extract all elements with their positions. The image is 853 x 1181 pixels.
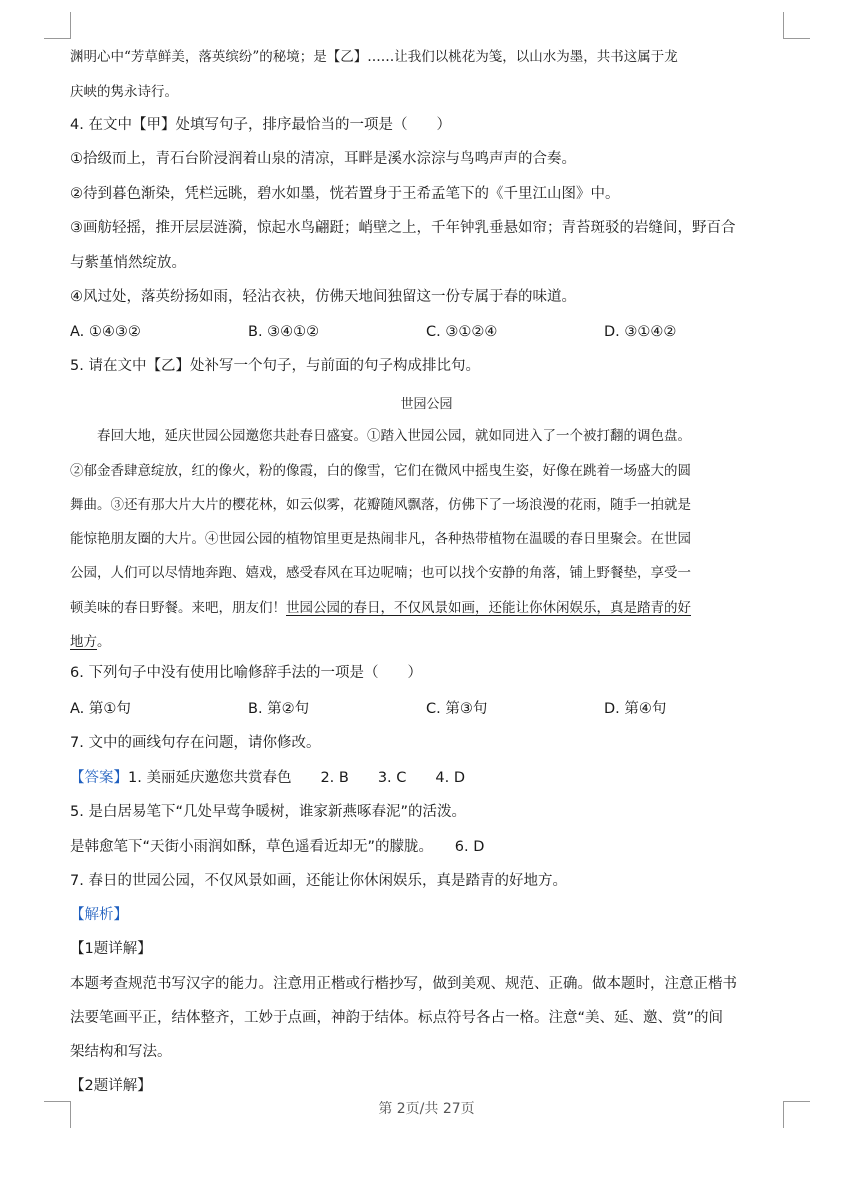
answer-line: 是韩愈笔下“天街小雨润如酥，草色遥看近却无”的朦胧。 6. D xyxy=(70,839,485,855)
q4-sentence-3-cont: 与紫堇悄然绽放。 xyxy=(70,255,186,271)
answer-label: 【答案】 xyxy=(70,770,128,786)
q4-sentence-2: ②待到暮色渐染，凭栏远眺，碧水如墨，恍若置身于王希孟笔下的《千里江山图》中。 xyxy=(70,186,620,202)
analysis-line: 架结构和写法。 xyxy=(70,1044,172,1060)
intro-line: 庆峡的隽永诗行。 xyxy=(70,84,178,100)
q4-stem: 4. 在文中【甲】处填写句子，排序最恰当的一项是（ ） xyxy=(70,117,451,133)
underlined-sentence: 世园公园的春日，不仅风景如画，还能让你休闲娱乐，真是踏青的好 xyxy=(286,600,691,616)
q4-option-b: B. ③④①② xyxy=(248,324,320,340)
q6-option-d: D. 第④句 xyxy=(604,701,667,717)
q6-option-b: B. 第②句 xyxy=(248,701,310,717)
q6-stem: 6. 下列句子中没有使用比喻修辞手法的一项是（ ） xyxy=(70,665,422,681)
intro-line: 渊明心中“芳草鲜美，落英缤纷”的秘境；是【乙】……让我们以桃花为笺，以山水为墨，共书这属于龙 xyxy=(70,49,678,65)
q6-options xyxy=(70,699,782,719)
q7-stem: 7. 文中的画线句存在问题，请你修改。 xyxy=(70,735,321,751)
passage-line: 春回大地，延庆世园公园邀您共赴春日盛宴。①踏入世园公园，就如同进入了一个被打翻的调色盘。 xyxy=(70,428,691,444)
passage-line: 公园，人们可以尽情地奔跑、嬉戏，感受春风在耳边呢喃；也可以找个安静的角落，铺上野餐垫，享受一 xyxy=(70,565,691,581)
q4-option-d: D. ③①④② xyxy=(604,324,677,340)
passage-title: 世园公园 xyxy=(400,397,453,412)
q6-option-c: C. 第③句 xyxy=(426,701,488,717)
answer-line: 5. 是白居易笔下“几处早莺争暖树，谁家新燕啄春泥”的活泼。 xyxy=(70,804,466,820)
page-footer: 第 2页/共 27页 xyxy=(378,1101,475,1117)
q4-option-a: A. ①④③② xyxy=(70,324,141,340)
crop-mark-top-left xyxy=(44,12,71,39)
passage-line: 舞曲。③还有那大片大片的樱花林，如云似雾，花瓣随风飘落，仿佛下了一场浪漫的花雨，随手一拍就是 xyxy=(70,497,691,513)
q1-detail-heading: 【1题详解】 xyxy=(70,941,152,957)
passage-line: 能惊艳朋友圈的大片。④世园公园的植物馆里更是热闹非凡，各种热带植物在温暖的春日里聚会。在世园 xyxy=(70,531,691,547)
passage-line xyxy=(70,598,691,618)
q4-option-c: C. ③①②④ xyxy=(426,324,498,340)
analysis-label: 【解析】 xyxy=(70,907,128,923)
q5-stem: 5. 请在文中【乙】处补写一个句子，与前面的句子构成排比句。 xyxy=(70,358,480,374)
crop-mark-top-right xyxy=(783,12,810,39)
passage-line xyxy=(70,632,111,652)
q4-sentence-1: ①拾级而上，青石台阶浸润着山泉的清凉，耳畔是溪水淙淙与鸟鸣声声的合奏。 xyxy=(70,151,576,167)
analysis-line: 本题考查规范书写汉字的能力。注意用正楷或行楷抄写，做到美观、规范、正确。做本题时，注意正楷书 xyxy=(70,976,737,992)
analysis-line: 法要笔画平正，结体整齐，工妙于点画，神韵于结体。标点符号各占一格。注意“美、延、邀、赏”的间 xyxy=(70,1010,724,1026)
q2-detail-heading: 【2题详解】 xyxy=(70,1078,152,1094)
q4-options xyxy=(70,322,782,342)
q6-option-a: A. 第①句 xyxy=(70,701,131,717)
answer-text: 1. 美丽延庆邀您共赏春色 2. B 3. C 4. D xyxy=(128,770,466,786)
passage-line-text: 。 xyxy=(97,634,111,650)
answer-line xyxy=(70,768,465,788)
q4-sentence-3: ③画舫轻摇，推开层层涟漪，惊起水鸟翩跹；峭壁之上，千年钟乳垂悬如帘；青苔斑驳的岩缝间，野百合 xyxy=(70,220,736,236)
answer-line: 7. 春日的世园公园，不仅风景如画，还能让你休闲娱乐，真是踏青的好地方。 xyxy=(70,873,567,889)
underlined-sentence-end: 地方 xyxy=(70,634,97,650)
passage-line-text: 顿美味的春日野餐。来吧，朋友们！ xyxy=(70,600,286,616)
q4-sentence-4: ④风过处，落英纷扬如雨，轻沾衣袂，仿佛天地间独留这一份专属于春的味道。 xyxy=(70,289,576,305)
passage-line: ②郁金香肆意绽放，红的像火，粉的像霞，白的像雪，它们在微风中摇曳生姿，好像在跳着一场盛大的圆 xyxy=(70,463,691,479)
